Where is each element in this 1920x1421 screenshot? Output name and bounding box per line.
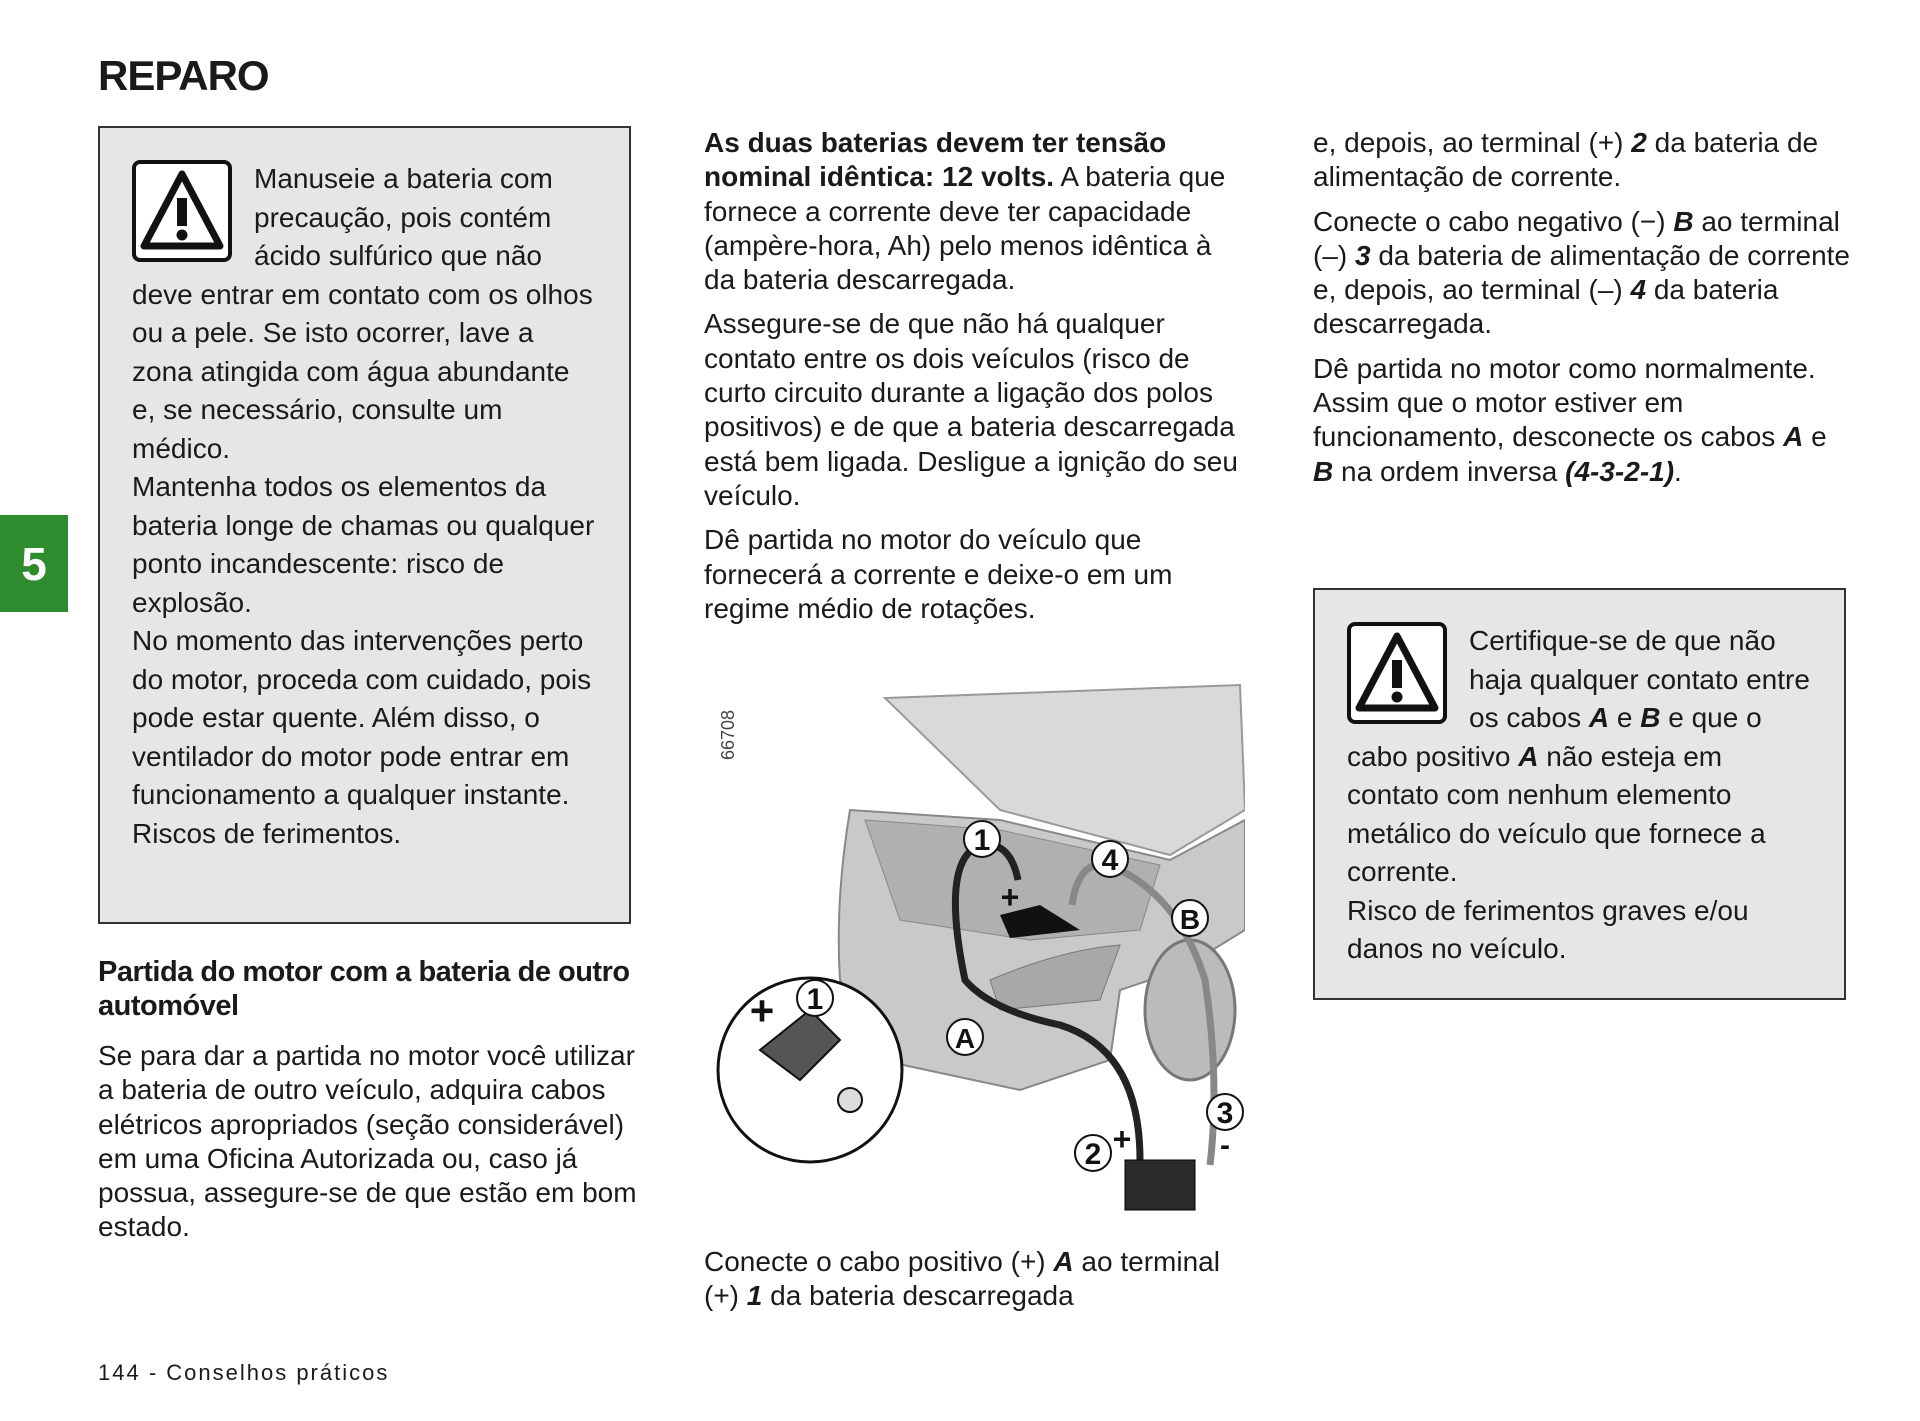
- text-segment: Dê partida no motor do veículo que fornecerá a corrente e deixe-o em um regime médio de rotações.: [704, 524, 1173, 624]
- text-segment: A: [1783, 421, 1804, 453]
- middle-column-bottom: [704, 1245, 1244, 1324]
- text-segment: na ordem inversa: [1333, 455, 1566, 487]
- text-segment: As duas baterias devem ter tensão nominal idêntica: 12 volts.: [704, 127, 1167, 193]
- text-segment: A: [1518, 740, 1539, 772]
- chapter-tab: 5: [0, 515, 68, 612]
- engine-plus-label: +: [1000, 879, 1020, 915]
- text-segment: A bateria que fornece a corrente deve ter capacidade (ampère-hora, Ah) pelo menos idêntica à da bateria descarregada.: [704, 161, 1226, 296]
- text-segment: não esteja em contato com nenhum elemento metálico do veículo que fornece a corrente.: [1347, 740, 1766, 887]
- text-segment: Certifique-se de que não haja qualquer contato entre os cabos: [1469, 625, 1810, 733]
- warning-triangle-icon: [132, 160, 232, 262]
- text-segment: da bateria descarregada: [762, 1280, 1074, 1312]
- paragraph: [1313, 352, 1853, 489]
- paragraph: [704, 1245, 1244, 1314]
- jump-start-illustration: [700, 680, 1245, 1220]
- inset-label-1: 1: [806, 983, 824, 1016]
- warning-box-cables: [1313, 588, 1846, 1000]
- text-segment: Mantenha todos os elementos da bateria longe de chamas ou qualquer ponto incandescente: risco de explosão.: [132, 471, 595, 618]
- text-segment: e, depois, ao terminal (+): [1313, 127, 1632, 158]
- text-segment: .: [1674, 455, 1682, 487]
- text-segment: Risco de ferimentos graves e/ou danos no veículo.: [1347, 894, 1749, 964]
- page-footer: 144 - Conselhos práticos: [98, 1360, 390, 1385]
- label-a: A: [954, 1023, 976, 1054]
- text-segment: Assegure-se de que não há qualquer contato entre os dois veículos (risco de curto circuito durante a ligação dos polos positivos) e de que a bateria descarregada está bem ligada. Desligue a ignição do seu veículo.: [704, 308, 1238, 511]
- warning-box-battery: [98, 126, 631, 924]
- paragraph: [704, 126, 1244, 297]
- left-column: [98, 955, 638, 1255]
- label-2: 2: [1084, 1138, 1102, 1171]
- text-segment: Conecte o cabo negativo (−): [1313, 205, 1674, 237]
- text-segment: da bateria descarregada.: [1313, 274, 1779, 340]
- paragraph: [132, 622, 599, 815]
- donor-battery: [1125, 1160, 1195, 1210]
- text-segment: ao terminal (+): [704, 1246, 1220, 1312]
- text-segment: (4-3-2-1): [1565, 455, 1675, 487]
- warning-triangle-icon: [1347, 622, 1447, 724]
- section-body: [98, 1039, 638, 1245]
- text-segment: 4: [1630, 274, 1647, 306]
- label-b: B: [1179, 904, 1201, 935]
- text-segment: e: [1803, 421, 1827, 453]
- text-segment: B: [1640, 702, 1661, 733]
- paragraph: [132, 815, 599, 854]
- label-1: 1: [973, 824, 991, 857]
- paragraph: [132, 468, 599, 622]
- text-segment: No momento das intervenções perto do motor, proceda com cuidado, pois pode estar quente. Além disso, o ventilador do motor pode entrar em funcionamento a qualquer instante.: [132, 625, 592, 810]
- text-segment: Manuseie a bateria com precaução, pois contém ácido sulfúrico que não deve entrar em contato com os olhos ou a pele. Se isto ocorrer, lave a zona atingida com água abundante e, se necessário, consulte um médico.: [132, 163, 593, 464]
- text-segment: A: [1588, 702, 1610, 733]
- text-segment: B: [1673, 205, 1694, 237]
- paragraph: [704, 307, 1244, 513]
- text-segment: ao terminal (–): [1313, 205, 1840, 271]
- text-segment: e que o cabo positivo: [1347, 702, 1762, 772]
- donor-plus-label: +: [1112, 1121, 1132, 1157]
- text-segment: B: [1313, 455, 1334, 487]
- text-segment: Se para dar a partida no motor você utilizar a bateria de outro veículo, adquira cabos elétricos apropriados (seção considerável) em uma Oficina Autorizada ou, caso já possua, assegure-se de que estão em bom estado.: [98, 1040, 637, 1243]
- donor-minus-label: -: [1220, 1129, 1230, 1162]
- text-segment: da bateria de alimentação de corrente e, depois, ao terminal (–): [1313, 239, 1850, 306]
- paragraph: [704, 523, 1244, 626]
- text-segment: 2: [1631, 127, 1647, 158]
- text-segment: 1: [746, 1280, 763, 1312]
- text-segment: da bateria de alimentação de corrente.: [1313, 127, 1819, 193]
- text-segment: A: [1053, 1246, 1074, 1277]
- paragraph: [1313, 126, 1853, 195]
- text-segment: Riscos de ferimentos.: [132, 817, 402, 849]
- text-segment: e: [1609, 702, 1641, 733]
- text-segment: Conecte o cabo positivo (+): [704, 1246, 1054, 1277]
- figure-ref: 66708: [718, 709, 738, 760]
- text-segment: Dê partida no motor como normalmente. Assim que o motor estiver em funcionamento, desconecte os cabos: [1313, 352, 1816, 453]
- label-4: 4: [1101, 844, 1119, 877]
- paragraph: [1347, 892, 1814, 969]
- text-segment: 3: [1355, 239, 1371, 271]
- middle-column: [704, 126, 1244, 636]
- right-column: [1313, 126, 1853, 499]
- section-heading: Partida do motor com a bateria de outro automóvel: [98, 956, 630, 1022]
- warning-text: [132, 160, 599, 853]
- label-3: 3: [1216, 1097, 1234, 1130]
- inset-plus-label: +: [749, 987, 775, 1034]
- page-title: REPARO: [98, 52, 269, 99]
- paragraph: [1313, 205, 1853, 342]
- wheel: [1145, 940, 1235, 1080]
- paragraph: [98, 1039, 638, 1245]
